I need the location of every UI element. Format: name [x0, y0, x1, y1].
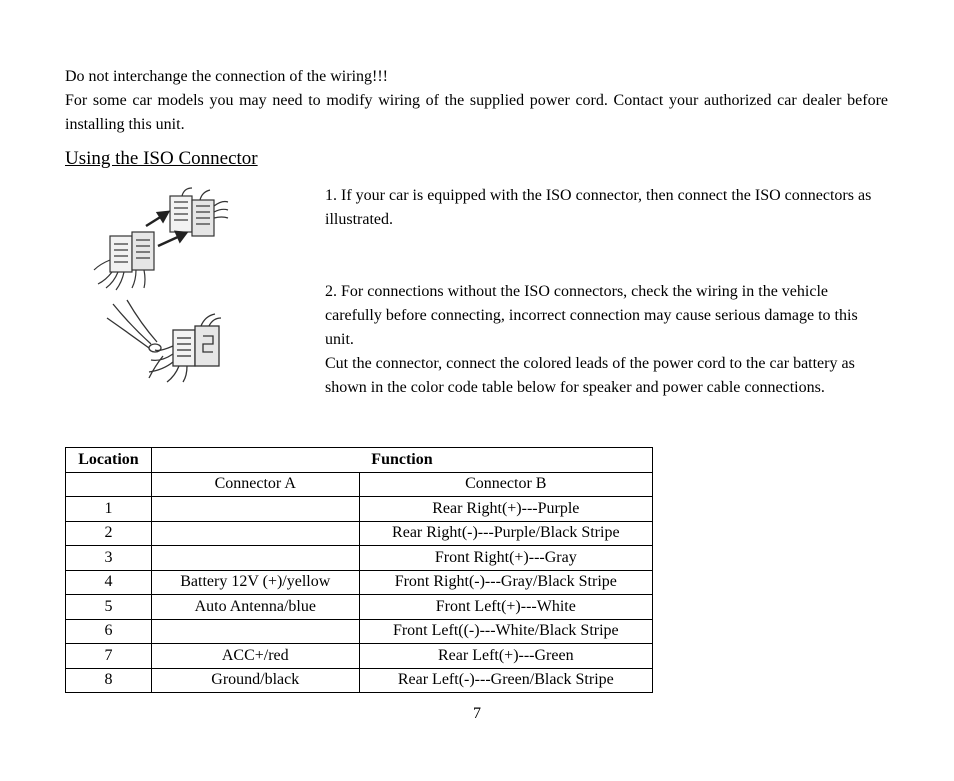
iso-connector-illustration: [88, 186, 230, 292]
table-row: [66, 619, 653, 644]
table-row: [66, 546, 653, 571]
table-row: [66, 644, 653, 669]
cell-location: 2: [66, 521, 152, 546]
table-row: [66, 497, 653, 522]
cell-connector-b: Rear Left(+)---Green: [359, 644, 652, 669]
header-location: Location: [66, 448, 152, 473]
cell-connector-b: Rear Right(-)---Purple/Black Stripe: [359, 521, 652, 546]
cell-location: 6: [66, 619, 152, 644]
cell-connector-a: ACC+/red: [151, 644, 359, 669]
cell-location: 8: [66, 668, 152, 693]
table-row: [66, 595, 653, 620]
page-number: 7: [473, 705, 481, 722]
cell-connector-a: Ground/black: [151, 668, 359, 693]
cell-connector-a: [151, 521, 359, 546]
table-header-row: [66, 448, 653, 473]
cell-connector-a: [151, 546, 359, 571]
step-2-instructions: Cut the connector, connect the colored leads of the power cord to the car battery as shown in the color code table below for speaker and power cable connections.: [325, 355, 855, 396]
cell-location: 3: [66, 546, 152, 571]
cell-connector-b: Front Left((-)---White/Black Stripe: [359, 619, 652, 644]
table-subheader-row: [66, 472, 653, 497]
table-row: [66, 570, 653, 595]
cell-location: 7: [66, 644, 152, 669]
cell-connector-a: [151, 497, 359, 522]
section-heading: Using the ISO Connector: [65, 148, 258, 169]
cell-location: 1: [66, 497, 152, 522]
subheader-connector-b: Connector B: [359, 472, 652, 497]
cell-connector-b: Rear Left(-)---Green/Black Stripe: [359, 668, 652, 693]
color-code-table: [65, 447, 653, 693]
step-1-text: 1. If your car is equipped with the ISO connector, then connect the ISO connectors as illustrated.: [325, 187, 872, 228]
header-function: Function: [151, 448, 652, 473]
cell-connector-a: Battery 12V (+)/yellow: [151, 570, 359, 595]
cell-connector-b: Front Left(+)---White: [359, 595, 652, 620]
cell-location: 4: [66, 570, 152, 595]
table-row: [66, 668, 653, 693]
cell-connector-a: Auto Antenna/blue: [151, 595, 359, 620]
cell-location: 5: [66, 595, 152, 620]
subheader-connector-a: Connector A: [151, 472, 359, 497]
dealer-note: For some car models you may need to modify wiring of the supplied power cord. Contact your authorized car dealer before installing this unit.: [65, 92, 888, 133]
cell-connector-b: Front Right(+)---Gray: [359, 546, 652, 571]
step-2-text: 2. For connections without the ISO connectors, check the wiring in the vehicle carefully before connecting, incorrect connection may cause serious damage to this unit.: [325, 283, 858, 348]
table-row: [66, 521, 653, 546]
subheader-empty: [66, 472, 152, 497]
cell-connector-b: Front Right(-)---Gray/Black Stripe: [359, 570, 652, 595]
cell-connector-b: Rear Right(+)---Purple: [359, 497, 652, 522]
cell-connector-a: [151, 619, 359, 644]
cut-connector-illustration: [103, 296, 227, 384]
wiring-warning: Do not interchange the connection of the wiring!!!: [65, 68, 388, 85]
